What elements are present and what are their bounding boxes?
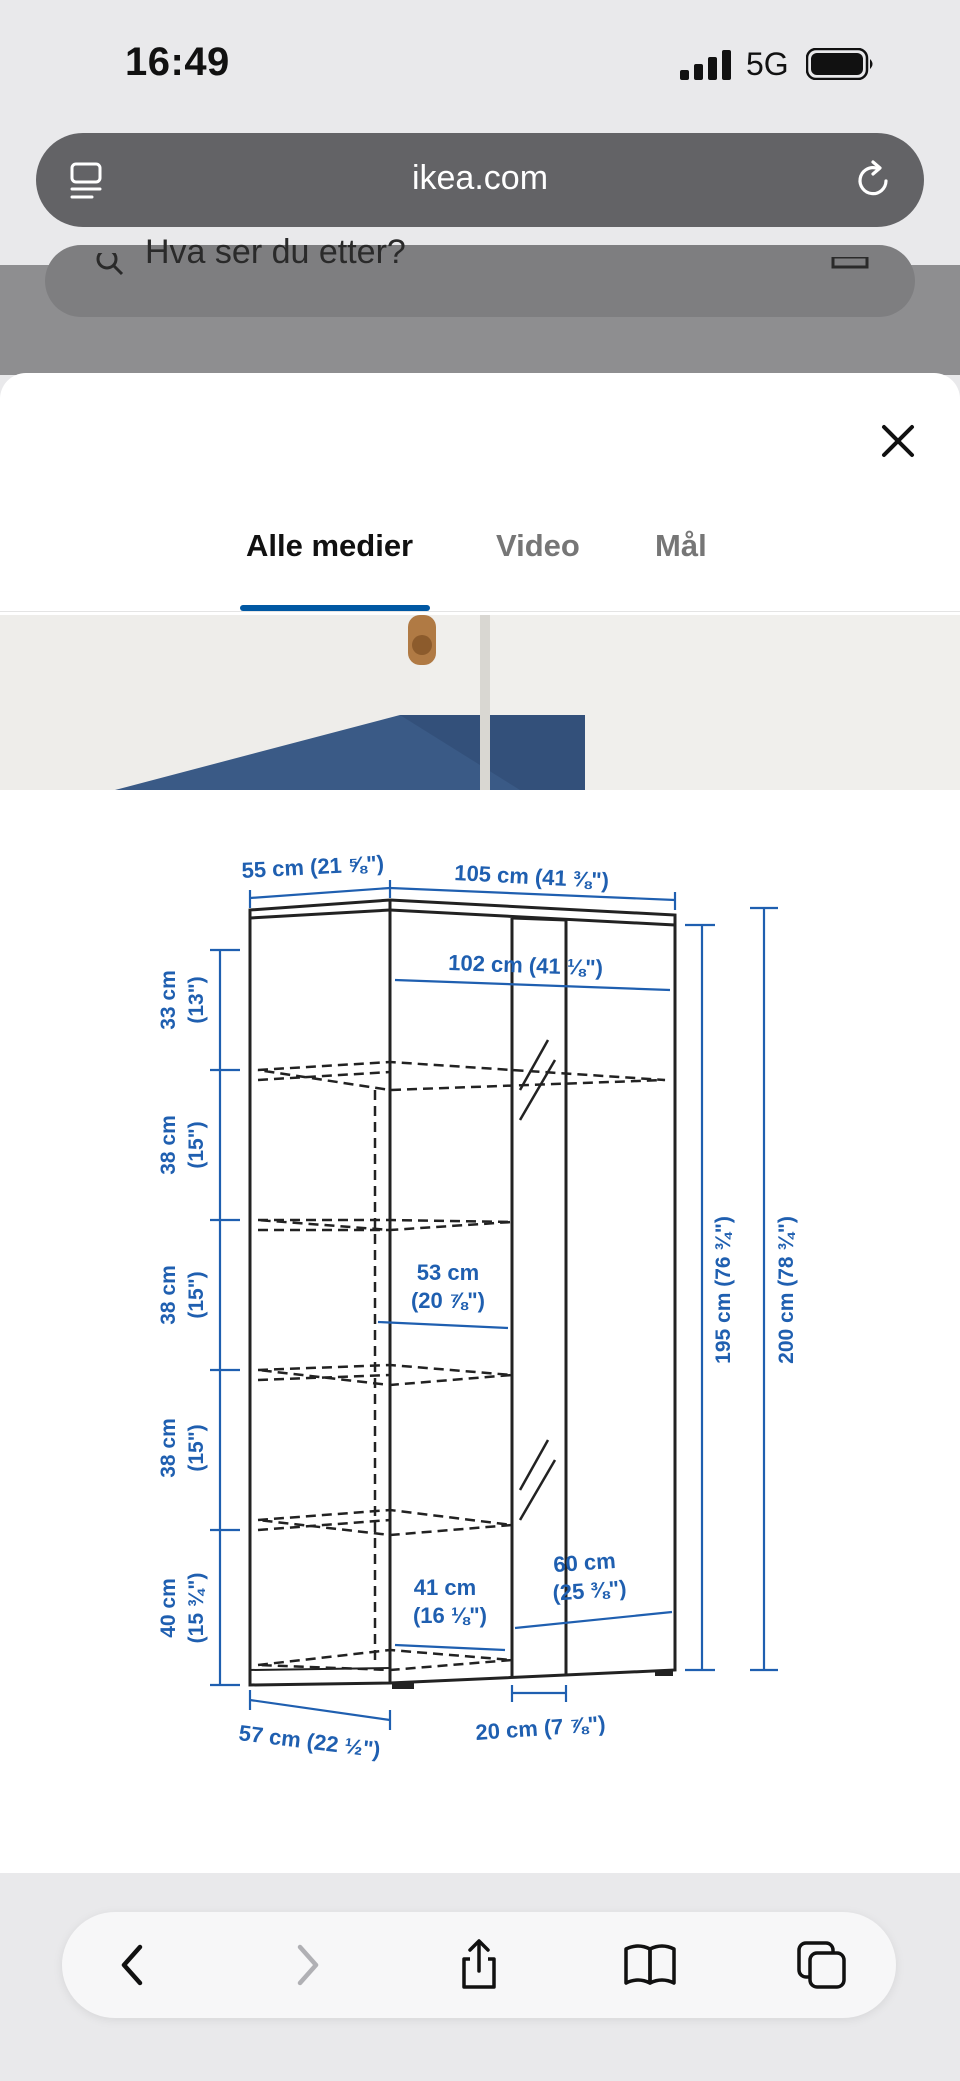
tab-video[interactable]: Video <box>496 528 580 563</box>
back-icon[interactable] <box>106 1937 162 1993</box>
search-icon <box>95 253 125 283</box>
tab-measurements[interactable]: Mål <box>655 528 707 563</box>
forward-icon[interactable] <box>278 1937 334 1993</box>
label-inner-width: 102 cm (41 ⅛") <box>447 950 604 981</box>
label-shelf5-cm: 40 cm <box>157 1578 180 1638</box>
product-photo-graphic <box>0 615 960 790</box>
network-type: 5G <box>746 46 789 82</box>
tabs-icon[interactable] <box>794 1937 850 1993</box>
label-shelf3-cm: 38 cm <box>157 1265 180 1325</box>
bookmarks-icon[interactable] <box>622 1937 678 1993</box>
product-photo[interactable] <box>0 615 960 790</box>
label-width-top: 105 cm (41 ⅜") <box>453 860 610 894</box>
site-search-placeholder: Hva ser du etter? <box>145 233 406 271</box>
label-inner-height: 195 cm (76 ¾") <box>712 1216 735 1364</box>
label-shelf4-in: (15") <box>185 1424 208 1472</box>
reload-icon[interactable] <box>852 159 894 201</box>
label-door-cm: 60 cm <box>552 1547 617 1578</box>
label-shelf5-in: (15 ¾") <box>185 1572 208 1644</box>
status-time: 16:49 <box>125 40 230 84</box>
label-depth-top: 55 cm (21 ⅝") <box>240 850 385 883</box>
active-tab-indicator <box>240 605 430 611</box>
status-bar <box>0 0 960 130</box>
label-shelf4-cm: 38 cm <box>157 1418 180 1478</box>
label-depth-bottom: 57 cm (22 ½") <box>237 1720 382 1763</box>
label-shelf3-in: (15") <box>185 1271 208 1319</box>
camera-search-icon <box>830 257 870 287</box>
label-compartment-cm: 41 cm <box>413 1575 477 1600</box>
media-modal <box>0 373 960 1873</box>
label-gap-bottom: 20 cm (7 ⅞") <box>474 1710 607 1745</box>
share-icon[interactable] <box>451 1937 507 1993</box>
label-inner-depth-cm: 53 cm <box>416 1260 480 1285</box>
signal-icon <box>680 50 732 80</box>
label-total-height: 200 cm (78 ¾") <box>775 1216 798 1364</box>
media-tabs <box>0 528 960 612</box>
label-shelf1-in: (13") <box>185 976 208 1024</box>
label-door-in: (25 ⅜") <box>551 1575 628 1606</box>
wardrobe-line-drawing <box>0 790 960 1873</box>
label-inner-depth-in: (20 ⅞") <box>410 1288 486 1313</box>
label-compartment-in: (16 ⅛") <box>412 1603 488 1628</box>
tab-all-media[interactable]: Alle medier <box>246 528 414 563</box>
url-text[interactable]: ikea.com <box>411 159 549 197</box>
label-shelf2-cm: 38 cm <box>157 1115 180 1175</box>
label-shelf1-cm: 33 cm <box>157 970 180 1030</box>
dimension-diagram[interactable] <box>0 790 960 1873</box>
browser-toolbar <box>62 1912 896 2018</box>
label-shelf2-in: (15") <box>185 1121 208 1169</box>
close-icon[interactable] <box>870 413 926 469</box>
battery-icon <box>806 48 876 80</box>
dimmed-page-background <box>0 233 960 375</box>
address-bar[interactable] <box>36 133 924 227</box>
